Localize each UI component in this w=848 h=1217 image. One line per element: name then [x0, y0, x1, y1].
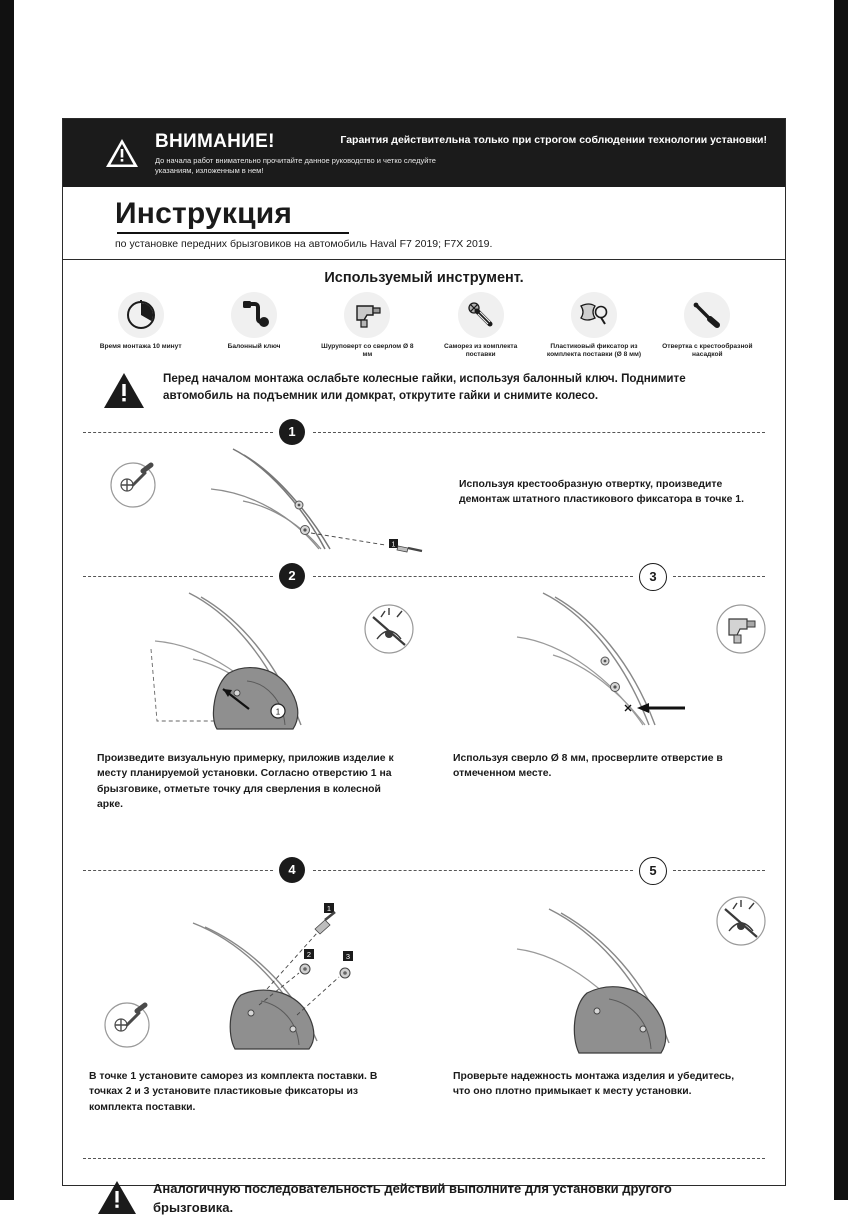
step-4-figure	[89, 883, 429, 1059]
page-title: Инструкция	[115, 197, 293, 230]
step-number-badge: 1	[279, 419, 305, 445]
step-2-3-separator	[63, 563, 785, 589]
svg-text:1: 1	[391, 541, 396, 549]
step-4-5-row	[63, 883, 785, 1145]
tool-label: Отвертка с крестообразной насадкой	[662, 343, 753, 359]
tools-list	[63, 292, 785, 360]
step-1-row	[63, 445, 785, 563]
tool-label: Шуруповерт со сверлом Ø 8 мм	[321, 343, 414, 359]
step-number-badge: 4	[279, 857, 305, 883]
step-5-figure	[453, 883, 773, 1059]
tool-item	[206, 292, 301, 360]
step-3-text: Используя сверло Ø 8 мм, просверлите отверстие в отмеченном месте.	[453, 752, 723, 780]
footer-text: Аналогичную последовательность действий выполните для установки другого брызговика.	[153, 1180, 672, 1215]
step-5-text: Проверьте надежность монтажа изделия и убедитесь, что оно плотно примыкает к месту установки.	[453, 1070, 735, 1098]
prewarning-text: Перед началом монтажа ослабьте колесные гайки, используя балонный ключ. Поднимите автомобиль на подъемник или домкрат, открутите гайки и снимите колесо.	[163, 371, 686, 402]
warning-subtitle: До начала работ внимательно прочитайте данное руководство и четко следуйте указаниям, изложенным в нем!	[155, 155, 436, 175]
page-subtitle: по установке передних брызговиков на автомобиль Haval F7 2019; F7X 2019.	[115, 238, 493, 250]
tool-label: Саморез из комплекта поставки	[444, 343, 518, 359]
step-number-badge: 2	[279, 563, 305, 589]
wrench-icon	[231, 292, 277, 338]
left-black-bar	[0, 0, 14, 1200]
footer-separator	[63, 1145, 785, 1171]
step-1-figure	[93, 445, 443, 557]
tool-label: Пластиковый фиксатор из комплекта поставки (Ø 8 мм)	[546, 343, 642, 359]
tool-label: Время монтажа 10 минут	[99, 343, 182, 350]
tool-item	[320, 292, 415, 360]
tools-section	[63, 260, 785, 360]
warning-header	[63, 119, 785, 187]
step-number-badge: 3	[639, 563, 667, 591]
title-underline	[117, 232, 349, 234]
step-1-text: Используя крестообразную отвертку, произведите демонтаж штатного пластикового фиксатора в точке 1.	[459, 478, 744, 506]
step-4-text: В точке 1 установите саморез из комплекта поставки. В точках 2 и 3 установите пластиковые фиксаторы из комплекта поставки.	[89, 1070, 378, 1113]
instruction-sheet	[62, 118, 786, 1215]
warning-triangle-icon	[97, 1180, 137, 1215]
tool-item	[660, 292, 755, 360]
step-3-figure	[453, 589, 773, 741]
screw-icon	[458, 292, 504, 338]
warranty-note: Гарантия действительна только при строгом соблюдении технологии установки!	[340, 134, 767, 146]
tool-label: Балонный ключ	[227, 343, 281, 350]
svg-text:3: 3	[345, 951, 351, 961]
screwdriver-icon	[684, 292, 730, 338]
tool-item	[433, 292, 528, 360]
right-black-bar	[834, 0, 848, 1200]
step-2-text: Произведите визуальную примерку, приложив изделие к месту планируемой установки. Согласно отверстию 1 на брызговике, отметьте точку для сверления в колесной арке.	[97, 752, 394, 811]
footer-note	[63, 1171, 785, 1217]
step-4-5-separator	[63, 857, 785, 883]
svg-text:1: 1	[326, 903, 332, 913]
svg-text:2: 2	[306, 949, 312, 959]
warning-triangle-icon	[103, 372, 145, 409]
warning-title: ВНИМАНИЕ!	[155, 130, 275, 152]
title-block	[63, 187, 785, 260]
step-number-badge: 5	[639, 857, 667, 885]
clock-icon	[118, 292, 164, 338]
tools-heading: Используемый инструмент.	[324, 270, 524, 286]
prewarning-block	[63, 360, 785, 419]
step-2-3-row	[63, 589, 785, 857]
tool-item	[93, 292, 188, 360]
step-2-figure	[97, 589, 427, 741]
drill-icon	[344, 292, 390, 338]
warning-triangle-icon	[105, 138, 139, 168]
step-1-separator	[63, 419, 785, 445]
tool-item	[546, 292, 641, 360]
svg-text:1: 1	[275, 707, 281, 717]
plastic-clip-icon	[571, 292, 617, 338]
